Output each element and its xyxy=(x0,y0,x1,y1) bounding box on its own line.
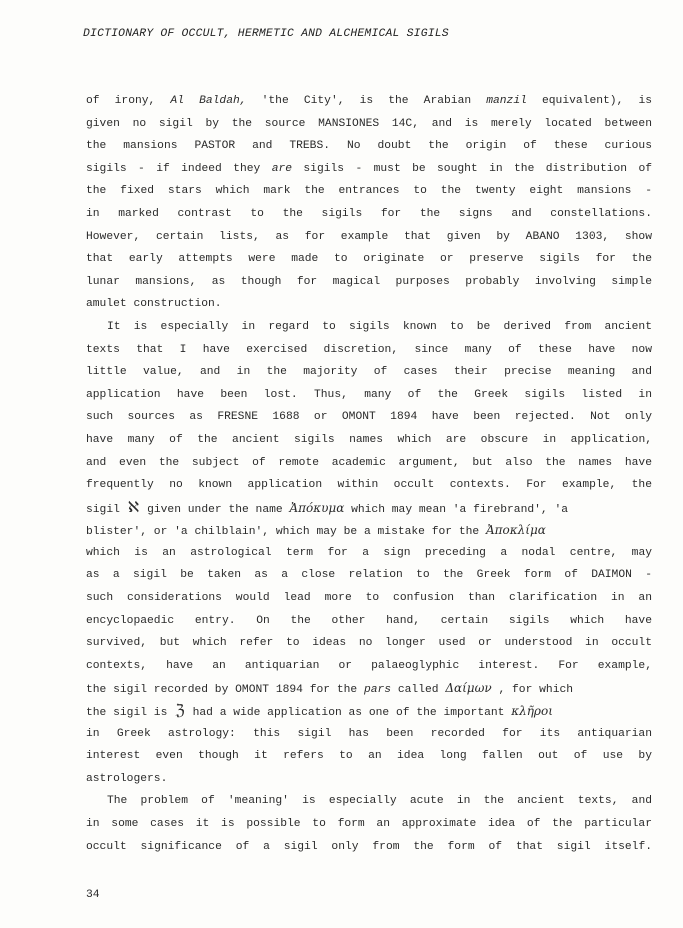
text-span: sigils - must be sought in the distribution of xyxy=(292,162,652,175)
text-line: astrologers. xyxy=(86,772,168,785)
text-span: sigils - if indeed they xyxy=(86,162,272,175)
text-line: such considerations would lead more to confusion than clarification in an xyxy=(86,592,652,605)
text-line: The problem of 'meaning' is especially acute in the ancient texts, and xyxy=(107,795,652,808)
text-line: the mansions PASTOR and TREBS. No doubt the origin of these curious xyxy=(86,140,652,153)
text-span: equivalent), is xyxy=(526,95,652,107)
italic-term: are xyxy=(271,162,293,175)
italic-term: manzil xyxy=(486,95,527,107)
text-span: called xyxy=(391,684,439,697)
text-span: given under the name xyxy=(147,503,283,516)
text-line: and even the subject of remote academic argument, but also the names have xyxy=(86,456,652,469)
greek-word: κλῆροι xyxy=(511,704,553,719)
text-span: the sigil is xyxy=(86,707,168,720)
italic-term: pars xyxy=(363,684,392,697)
text-line: texts that I have exercised discretion, since many of these have now xyxy=(86,343,652,356)
text-line: given no sigil by the source MANSIONES 14C, and is merely located between xyxy=(86,117,652,130)
text-span: , for which xyxy=(491,684,574,697)
greek-word: Ἀπόκυμα xyxy=(289,500,345,515)
text-line: in Greek astrology: this sigil has been recorded for its antiquarian xyxy=(86,727,652,740)
text-line: application have been lost. Thus, many of the Greek sigils listed in xyxy=(86,388,652,401)
greek-word: Δαίμων xyxy=(445,681,492,696)
text-line: contexts, have an antiquarian or palaeoglyphic interest. For example, xyxy=(86,659,652,672)
text-span: of irony, xyxy=(86,95,171,107)
text-line: which is an astrological term for a sign preceding a nodal centre, may xyxy=(86,546,652,559)
text-line: occult significance of a sigil only from the form of that sigil itself. xyxy=(86,840,652,853)
text-line: interest even though it refers to an idea long fallen out of use by xyxy=(86,750,652,763)
text-span: blister', or 'a chilblain', which may be a mistake for the xyxy=(86,526,486,539)
italic-term: Al Baldah, xyxy=(170,95,247,107)
text-line xyxy=(86,677,652,700)
text-line: that early attempts were made to originate or preserve sigils for the xyxy=(86,253,652,266)
text-line: in marked contrast to the sigils for the signs and constellations. xyxy=(86,207,652,220)
text-line xyxy=(86,700,652,723)
body-text xyxy=(86,90,652,858)
text-span: which may mean 'a firebrand', 'a xyxy=(351,503,569,516)
text-line: It is especially in regard to sigils known to be derived from ancient xyxy=(107,320,652,333)
greek-word: Ἀποκλίμα xyxy=(485,523,546,538)
text-span: had a wide application as one of the important xyxy=(192,707,505,720)
text-line xyxy=(86,497,652,520)
page-number: 34 xyxy=(86,889,100,901)
text-line xyxy=(86,519,652,542)
text-line: little value, and in the majority of cases their precise meaning and xyxy=(86,366,652,379)
text-line: frequently no known application within occult contexts. For example, the xyxy=(86,479,652,492)
text-line: encyclopaedic entry. On the other hand, certain sigils which have xyxy=(86,614,652,627)
text-line: the fixed stars which mark the entrances to the twenty eight mansions - xyxy=(86,185,652,198)
text-span: sigil xyxy=(86,503,120,516)
sigil-glyph-icon: ℵ xyxy=(127,497,140,516)
text-line: survived, but which refer to ideas no longer used or understood in occult xyxy=(86,637,652,650)
text-line: in some cases it is possible to form an approximate idea of the particular xyxy=(86,818,652,830)
text-line: as a sigil be taken as a close relation to the Greek form of DAIMON - xyxy=(86,569,652,582)
text-line xyxy=(86,158,652,181)
text-span: the sigil recorded by OMONT 1894 for the xyxy=(86,684,364,697)
text-line xyxy=(86,90,652,113)
text-span: 'the City', is the Arabian xyxy=(246,95,487,107)
text-line: lunar mansions, as though for magical purposes probably involving simple xyxy=(86,275,652,288)
text-line: such sources as FRESNE 1688 or OMONT 1894 have been rejected. Not only xyxy=(86,411,652,424)
text-line: amulet construction. xyxy=(86,298,222,311)
text-line: However, certain lists, as for example that given by ABANO 1303, show xyxy=(86,230,652,243)
running-header: DICTIONARY OF OCCULT, HERMETIC AND ALCHEMICAL SIGILS xyxy=(83,28,449,40)
text-line: have many of the ancient sigils names which are obscure in application, xyxy=(86,433,652,446)
sigil-glyph-icon: ℨ xyxy=(175,701,185,720)
